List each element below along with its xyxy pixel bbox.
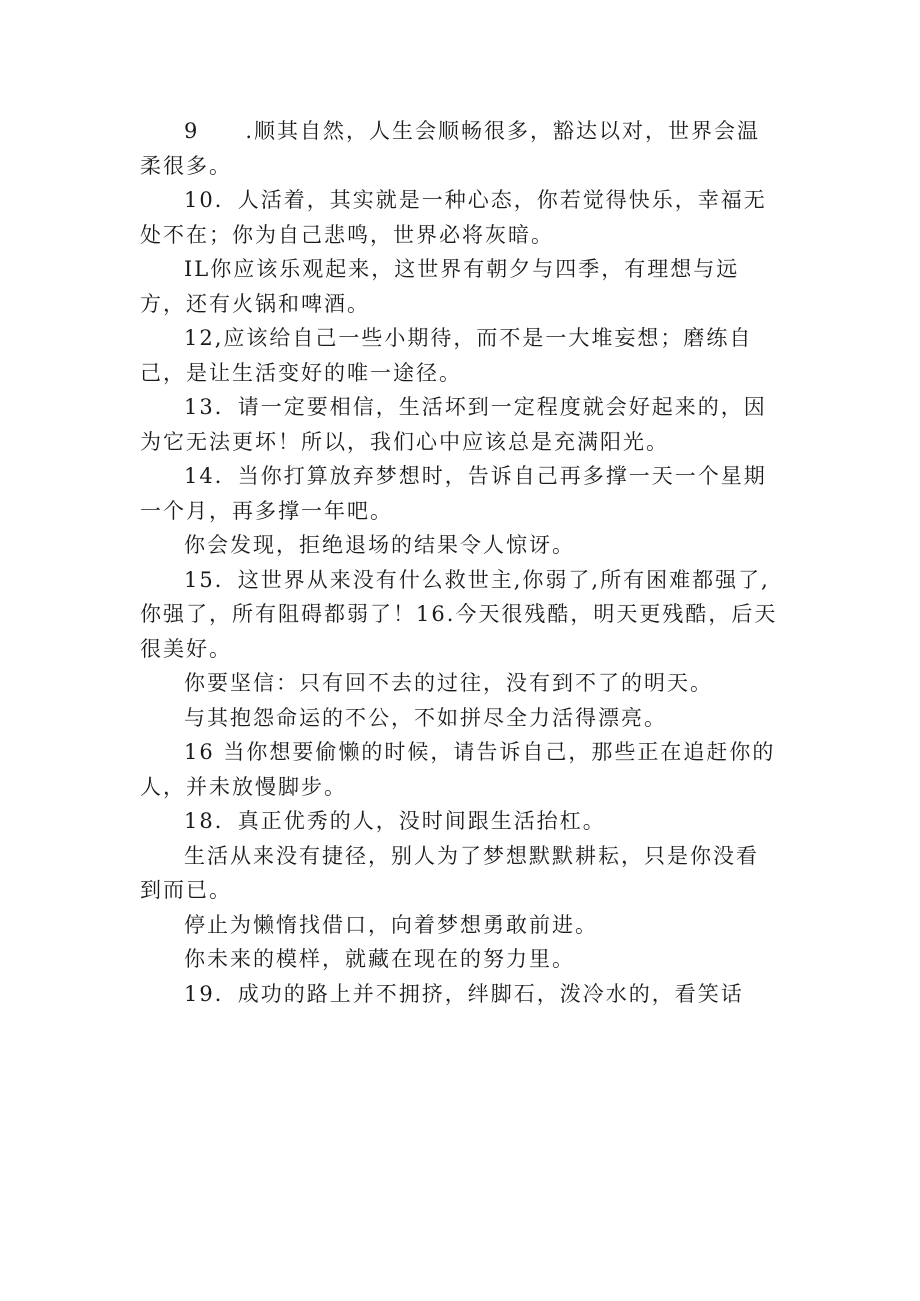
paragraph: 生活从来没有捷径，别人为了梦想默默耕耘，只是你没看到而已。 bbox=[140, 843, 759, 902]
paragraph: 14．当你打算放弃梦想时，告诉自己再多撑一天一个星期一个月，再多撑一年吧。 bbox=[140, 464, 767, 523]
paragraph: IL你应该乐观起来，这世界有朝夕与四季，有理想与远方，还有火锅和啤酒。 bbox=[140, 257, 740, 316]
paragraph: 18．真正优秀的人，没时间跟生活抬杠。 bbox=[184, 809, 606, 833]
paragraph: 10．人活着，其实就是一种心态，你若觉得快乐，幸福无处不在；你为自己悲鸣，世界必将灰暗。 bbox=[140, 188, 767, 247]
paragraph: 12,应该给自己一些小期待，而不是一大堆妄想；磨练自己，是让生活变好的唯一途径。 bbox=[140, 326, 753, 385]
document-body bbox=[140, 114, 780, 1011]
paragraph: 15．这世界从来没有什么救世主,你弱了,所有困难都强了,你强了，所有阻碍都弱了！16.今天很残酷，明天更残酷，后天很美好。 bbox=[140, 567, 778, 661]
paragraph: 与其抱怨命运的不公，不如拼尽全力活得漂亮。 bbox=[184, 705, 667, 730]
paragraph: 9 .顺其自然，人生会顺畅很多，豁达以对，世界会温柔很多。 bbox=[140, 119, 761, 178]
paragraph: 16 当你想要偷懒的时候，请告诉自己，那些正在追赶你的人，并未放慢脚步。 bbox=[140, 740, 776, 799]
paragraph: 你要坚信：只有回不去的过往，没有到不了的明天。 bbox=[184, 671, 713, 695]
paragraph: 停止为懒惰找借口，向着梦想勇敢前进。 bbox=[184, 912, 598, 937]
paragraph: 你未来的模样，就藏在现在的努力里。 bbox=[184, 947, 575, 971]
paragraph: 13．请一定要相信，生活坏到一定程度就会好起来的，因为它无法更坏！所以，我们心中应该总是充满阳光。 bbox=[140, 395, 767, 454]
paragraph: 19．成功的路上并不拥挤，绊脚石，泼冷水的，看笑话 bbox=[184, 981, 744, 1006]
paragraph: 你会发现，拒绝退场的结果令人惊讶。 bbox=[184, 533, 575, 557]
